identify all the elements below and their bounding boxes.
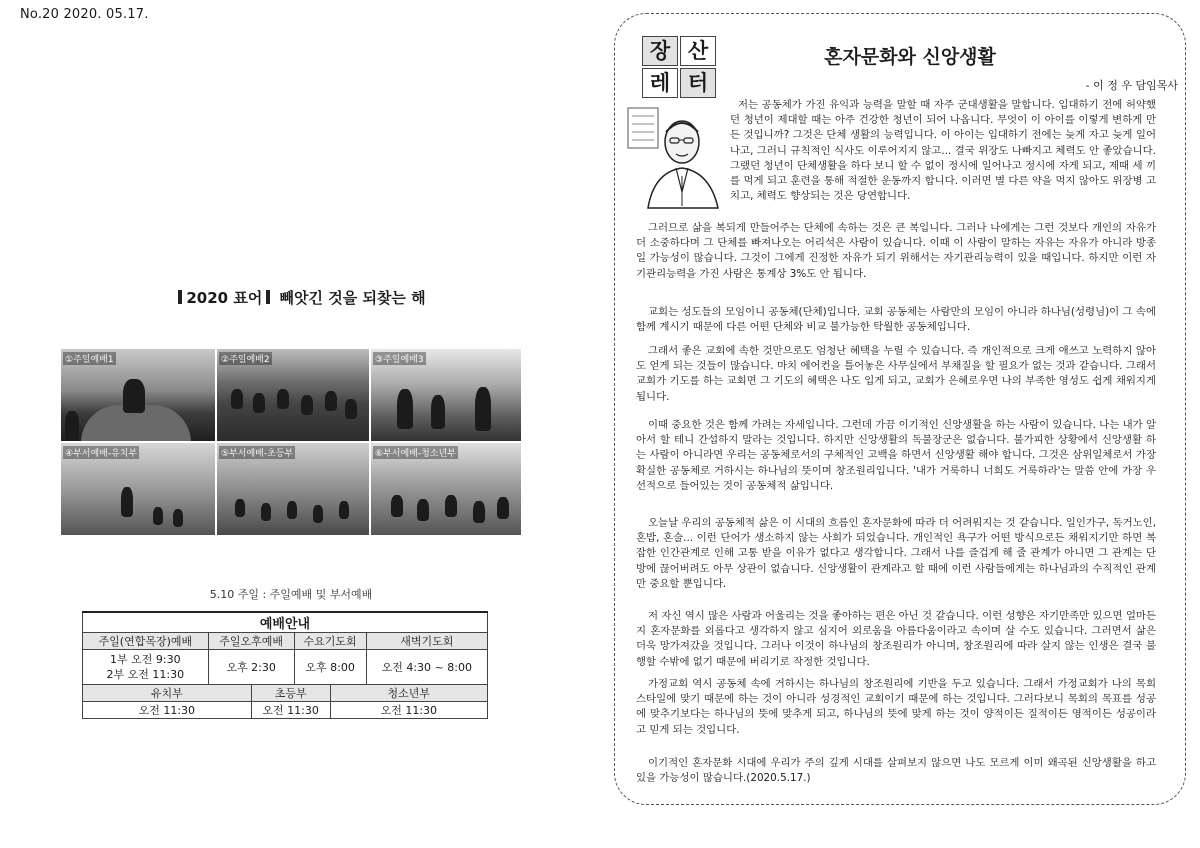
cell-sunday-afternoon-time: 오후 2:30 <box>208 650 294 685</box>
worship-schedule-title: 예배안내 <box>83 612 488 633</box>
photo-caption-label: ⑥부서예배-청소년부 <box>373 446 458 459</box>
photo-caption-label: ③주일예배3 <box>373 352 426 365</box>
column-tag: 산 <box>680 36 716 66</box>
photo-caption-label: ①주일예배1 <box>63 352 116 365</box>
photo-grid <box>60 348 522 536</box>
column-tag: 장 <box>642 36 678 66</box>
header-sunday-service: 주일(연합목장)예배 <box>83 633 209 650</box>
header-elementary: 초등부 <box>251 685 330 702</box>
header-sunday-afternoon: 주일오후예배 <box>208 633 294 650</box>
cell-elementary-time: 오전 11:30 <box>251 702 330 719</box>
photo-section-caption: 5.10 주일 : 주일예배 및 부서예배 <box>209 588 373 601</box>
issue-date: No.20 2020. 05.17. <box>20 7 149 22</box>
letter-paragraph: 이때 중요한 것은 함께 가려는 자세입니다. 그런데 가끔 이기적인 신앙생활을 하는 사람이 있습니다. 나는 내가 알아서 할 테니 간섭하지 말라는 것입니다. 하지만 신앙생활의 독불장군은 없습니다. 불가피한 상황에서 신앙생활 하는 사람이 아니라면 우리는 공동체로서의 구체적인 고백을 하면서 신앙생활 해야 합니다. 그것은 삼위일체로서 가장 확실한 공동체로 거하시는 하나님의 뜻이며 창조원리입니다. '내가 거룩하니 너희도 거룩하라'는 말씀 안에 가장 우선적으로 들어있는 것이 공동체적 삶입니다. <box>636 419 1156 492</box>
cell-dawn-time: 오전 4:30 ~ 8:00 <box>366 650 487 685</box>
photo-sunday-worship-2 <box>216 348 370 442</box>
motto-bar-icon <box>266 290 270 304</box>
cell-sunday-service-times <box>83 650 209 685</box>
letter-paragraph: 그래서 좋은 교회에 속한 것만으로도 엄청난 혜택을 누릴 수 있습니다. 즉 개인적으로 크게 애쓰고 노력하지 않아도 얻게 되는 것들이 많습니다. 마치 에어컨을 틀어놓은 사무실에서 부채질을 할 필요가 없는 것과 같습니다. 그래서 교회가 기도를 하는 교회면 그 기도의 혜택은 나도 입게 되고, 교회가 은혜로우면 나의 부족한 영성도 쉽게 채워지게 됩니다. <box>636 345 1156 403</box>
letter-paragraph: 그러므로 삶을 복되게 만들어주는 단체에 속하는 것은 큰 복입니다. 그러나 나에게는 그런 것보다 개인의 자유가 더 소중하다며 그 단체를 빠져나오는 어리석은 사람이 있습니다. 이때 이 사람이 말하는 자유는 자유가 아니라 방종일 가능성이 많습니다. 그것이 그에게 진정한 자유가 되기 위해서는 자기관리능력이 있을 때입니다. 하지만 이런 자기관리능력을 가진 사람은 통계상 3%도 안 됩니다. <box>636 222 1156 280</box>
letter-column-tags <box>642 36 722 98</box>
photo-sunday-worship-1 <box>60 348 216 442</box>
letter-paragraph: 오늘날 우리의 공동체적 삶은 이 시대의 흐름인 혼자문화에 따라 더 어려워지는 것 같습니다. 일인가구, 독거노인, 혼밥, 혼술... 이런 단어가 생소하지 않는 사회가 되었습니다. 개인적인 욕구가 어떤 방식으로든 채워지기만 하면 복잡한 인간관계로 인해 고통 받을 이유가 없다고 생각합니다. 그래서 나를 즐겁게 해 줄 관계가 아니면 그 관계는 단방에 끊어버려도 아무 상관이 없습니다. 신앙생활이 관계라고 할 때에 이런 사람들에게는 하나님과의 수직적인 관계만 중요할 뿐입니다. <box>636 517 1156 590</box>
letter-paragraph: 가정교회 역시 공동체 속에 거하시는 하나님의 창조원리에 기반을 두고 있습니다. 그래서 가정교회가 나의 목회 스타일에 맞기 때문에 하는 것이 아니라 성경적인 교회이기 때문에 하는 것입니다. 그러다보니 목회의 목표를 성공에 맞추기보다는 하나님의 뜻에 맞추게 되고, 하나님의 뜻에 맞게 하는 것이 양적이든 질적이든 영적이든 성공이라고 믿게 되는 것입니다. <box>636 678 1156 736</box>
motto-bar-icon <box>178 290 182 304</box>
photo-caption-label: ②주일예배2 <box>219 352 272 365</box>
photo-sunday-worship-3 <box>370 348 522 442</box>
sunday-second-service: 2부 오전 11:30 <box>106 668 185 681</box>
letter-title: 혼자문화와 신앙생활 <box>824 46 996 68</box>
photo-caption-label: ④부서예배-유치부 <box>63 446 139 459</box>
photo-kindergarten-worship <box>60 442 216 536</box>
cell-wednesday-time: 오후 8:00 <box>294 650 366 685</box>
letter-paragraph: 이기적인 혼자문화 시대에 우리가 주의 깊게 시대를 살펴보지 않으면 나도 모르게 이미 왜곡된 신앙생활을 하고 있을 가능성이 많습니다.(2020.5.17.) <box>636 757 1156 785</box>
motto-prefix: 2020 표어 <box>186 289 263 307</box>
yearly-motto <box>80 287 520 308</box>
column-tag: 터 <box>680 68 716 98</box>
letter-author: - 이 정 우 담임목사 <box>1085 79 1178 92</box>
photo-elementary-worship <box>216 442 370 536</box>
pastor-portrait-icon <box>626 102 722 210</box>
header-kindergarten: 유치부 <box>83 685 252 702</box>
sunday-first-service: 1부 오전 9:30 <box>110 653 181 666</box>
cell-youth-time: 오전 11:30 <box>330 702 487 719</box>
column-tag: 레 <box>642 68 678 98</box>
letter-paragraph: 교회는 성도들의 모임이니 공동체(단체)입니다. 교회 공동체는 사람만의 모임이 아니라 하나님(성령님)이 그 속에 함께 계시기 때문에 다른 어떤 단체와 비교 불가능한 탁월한 공동체입니다. <box>636 306 1156 334</box>
worship-schedule-table <box>82 611 488 719</box>
photo-youth-worship <box>370 442 522 536</box>
letter-paragraph: 저는 공동체가 가진 유익과 능력을 말할 때 자주 군대생활을 말합니다. 입대하기 전에 허약했던 청년이 제대할 때는 아주 건강한 청년이 되어 나옵니다. 무엇이 이 아이를 이렇게 변하게 만든 것입니까? 그것은 단체 생활의 능력입니다. 이 아이는 입대하기 전에는 늦게 자고 늦게 일어나고, 그러니 규칙적인 식사도 이루어지지 않고... 결국 위장도 나빠지고 체력도 안 좋았습니다. 그랬던 청년이 단체생활을 하다 보니 할 수 없이 정시에 일어나고 정시에 자게 되고, 제때 세 끼를 먹게 되고 훈련을 통해 적절한 운동까지 합니다. 이러면 별 다른 약을 먹지 않아도 위장병 고치고, 체력도 향상되는 것은 당연합니다. <box>730 99 1156 203</box>
cell-kindergarten-time: 오전 11:30 <box>83 702 252 719</box>
motto-text: 빼앗긴 것을 되찾는 해 <box>279 289 426 307</box>
header-youth: 청소년부 <box>330 685 487 702</box>
photo-caption-label: ⑤부서예배-초등부 <box>219 446 295 459</box>
header-wednesday-prayer: 수요기도회 <box>294 633 366 650</box>
header-dawn-prayer: 새벽기도회 <box>366 633 487 650</box>
letter-paragraph: 저 자신 역시 많은 사람과 어울리는 것을 좋아하는 편은 아닌 것 같습니다. 이런 성향은 자기만족만 있으면 얼마든지 혼자문화를 외롭다고 생각하지 않고 심지어 외로움을 아름다움이라고 속이며 살 수도 있습니다. 그러면서 삶은 더욱 망가져갔을 것입니다. 그러나 이것이 하나님의 창조원리가 아니며, 창조원리에 따라 살지 않는 인생은 결국 불행할 수밖에 없기 때문에 버리기로 작정한 것입니다. <box>636 610 1156 668</box>
